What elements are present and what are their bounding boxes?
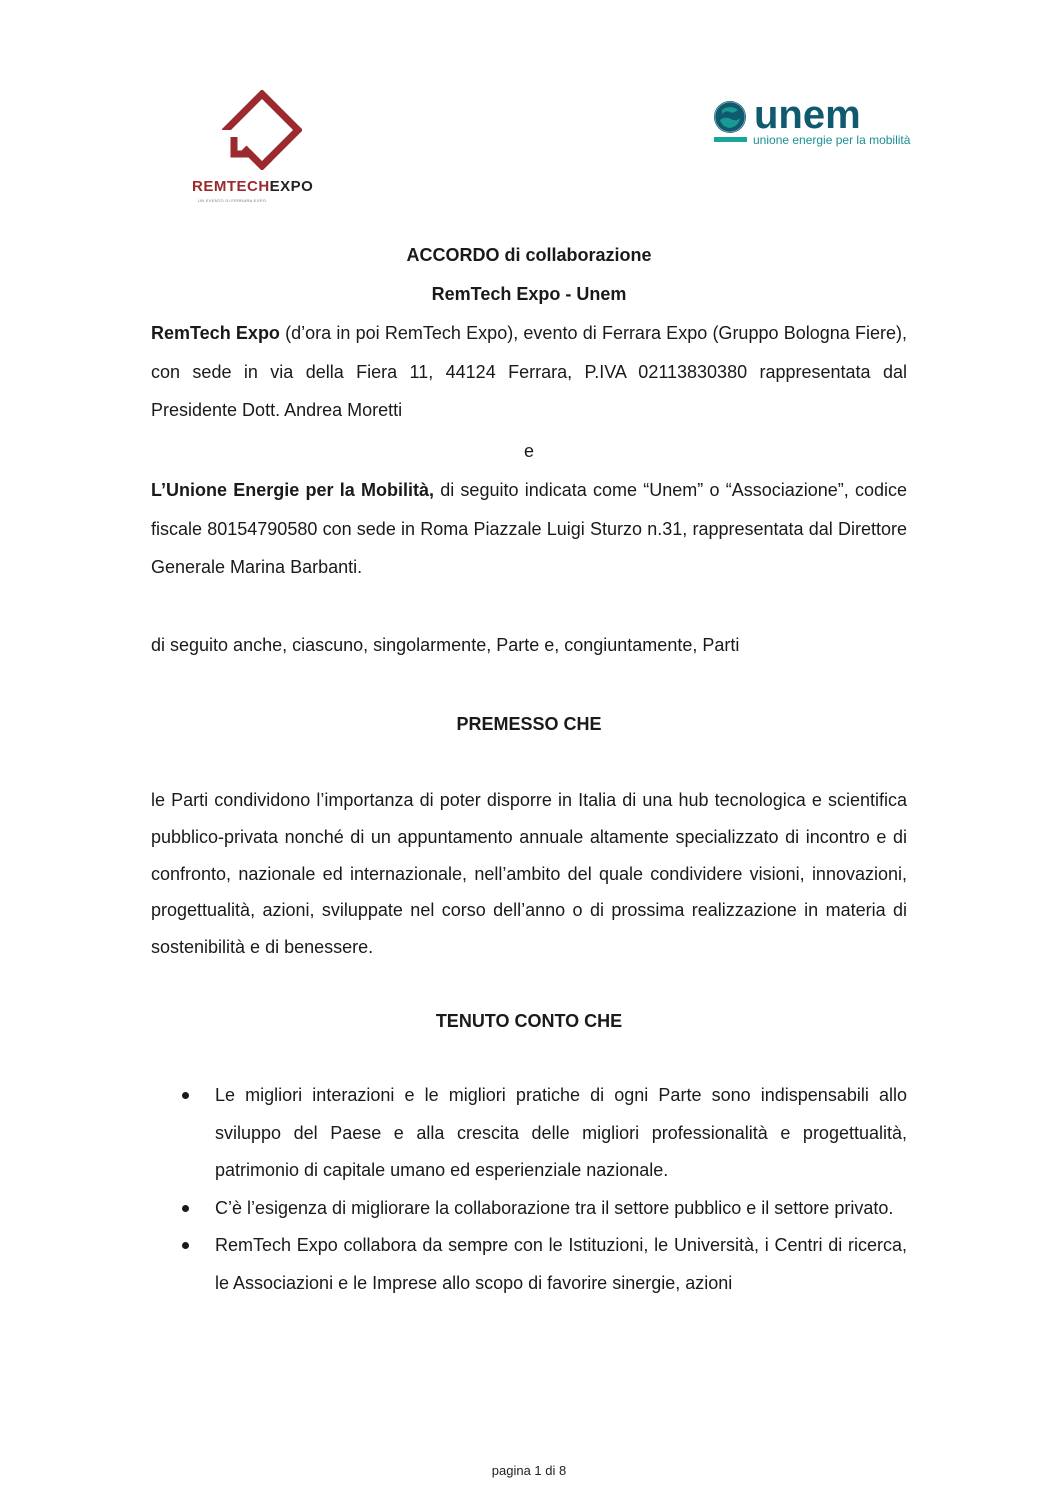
unem-accent-bar (714, 137, 747, 142)
remtech-expo-logo (192, 90, 332, 208)
remtech-diamond-icon (222, 90, 302, 170)
document-subtitle: RemTech Expo - Unem (431, 284, 627, 304)
party-two-name: L’Unione Energie per la Mobilità, (151, 480, 434, 500)
party-two-details: di seguito indicata come “Unem” o “Associazione”, codice fiscale 80154790580 con sede in Roma Piazzale Luigi Sturzo n.31, rappresentata dal Direttore Generale Marina Barbanti. (151, 480, 908, 577)
party-one-paragraph (151, 314, 907, 430)
party-two-paragraph (151, 471, 907, 587)
party-one-name: RemTech Expo (151, 323, 280, 343)
unem-tagline: unione energie per la mobilità (753, 133, 911, 147)
list-item: C’è l’esigenza di migliorare la collaborazione tra il settore pubblico e il settore privato. (151, 1190, 907, 1228)
premesso-paragraph: le Parti condividono l’importanza di poter disporre in Italia di una hub tecnologica e scientifica pubblico-privata nonché di un appuntamento annuale altamente specializzato di incontro e di confronto, nazionale ed internazionale, nell’ambito del quale condividere visioni, innovazioni, progettualità, azioni, sviluppate nel corso dell’anno o di prossima realizzazione in materia di sostenibilità e di benessere. (151, 790, 907, 958)
unem-wordmark: unem (754, 93, 861, 137)
premesso-heading: PREMESSO CHE (456, 714, 602, 734)
page-number-footer: pagina 1 di 8 (491, 1463, 567, 1478)
bullet-icon (182, 1242, 189, 1249)
party-one-details: (d’ora in poi RemTech Expo), evento di Ferrara Expo (Gruppo Bologna Fiere), con sede in via della Fiera 11, 44124 Ferrara, P.IVA 02113830380 rappresentata dal Presidente Dott. Andrea Moretti (151, 323, 908, 420)
unem-globe-icon (713, 100, 747, 134)
unem-logo (710, 95, 910, 155)
list-item: Le migliori interazioni e le migliori pratiche di ogni Parte sono indispensabili allo sviluppo del Paese e alla crescita delle migliori professionalità e progettualità, patrimonio di capitale umano ed esperienziale nazionale. (151, 1077, 907, 1190)
parties-note: di seguito anche, ciascuno, singolarmente, Parte e, congiuntamente, Parti (151, 635, 740, 655)
remtech-tagline: UN EVENTO DI FERRARA EXPO (198, 198, 267, 203)
connector-text: e (523, 441, 534, 461)
tenuto-bullet-list (151, 1077, 907, 1302)
bullet-icon (182, 1092, 189, 1099)
bullet-icon (182, 1205, 189, 1212)
document-title: ACCORDO di collaborazione (406, 245, 652, 265)
list-item: RemTech Expo collabora da sempre con le Istituzioni, le Università, i Centri di ricerca, le Associazioni e le Imprese allo scopo di favorire sinergie, azioni (151, 1227, 907, 1302)
tenuto-heading: TENUTO CONTO CHE (435, 1011, 623, 1031)
remtech-wordmark: REMTECHEXPO (192, 178, 314, 195)
